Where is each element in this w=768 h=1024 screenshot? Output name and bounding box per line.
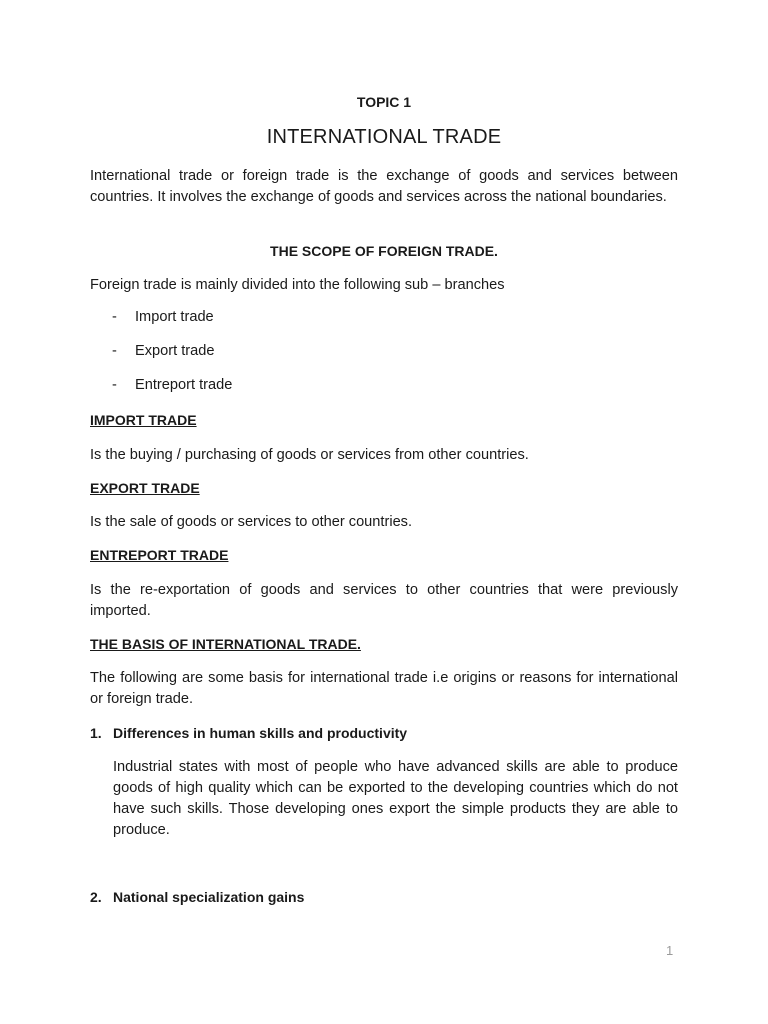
item-paragraph: Industrial states with most of people who have advanced skills are able to produce goods of high quality which can be exported to the developing countries which do not have such skills. Those developing ones export the simple products they are able to produce. (113, 759, 678, 838)
item-number: 1. (90, 725, 102, 741)
page-number: 1 (666, 943, 674, 958)
list-item-label: Entreport trade (135, 377, 233, 393)
import-paragraph: Is the buying / purchasing of goods or services from other countries. (90, 447, 529, 463)
list-item (112, 309, 214, 325)
list-item-label: Import trade (135, 309, 214, 325)
import-heading: IMPORT TRADE (90, 412, 197, 428)
item-title: National specialization gains (113, 889, 305, 905)
document-title: INTERNATIONAL TRADE (266, 126, 502, 148)
item-number: 2. (90, 889, 102, 905)
item-title: Differences in human skills and productivity (113, 725, 408, 741)
scope-heading: THE SCOPE OF FOREIGN TRADE. (270, 243, 498, 259)
numbered-item-heading (90, 889, 304, 905)
basis-intro-paragraph: The following are some basis for international trade i.e origins or reasons for international or foreign trade. (90, 670, 678, 707)
scope-intro-paragraph: Foreign trade is mainly divided into the following sub – branches (90, 277, 505, 293)
numbered-item-heading (90, 725, 407, 741)
list-item-label: Export trade (135, 343, 215, 359)
bullet-dash: - (112, 309, 117, 325)
list-item (112, 343, 215, 359)
entreport-paragraph: Is the re-exportation of goods and services to other countries that were previously imported. (90, 582, 678, 619)
list-item (112, 377, 232, 393)
topic-label: TOPIC 1 (356, 94, 412, 110)
bullet-dash: - (112, 377, 117, 393)
intro-paragraph: International trade or foreign trade is the exchange of goods and services between countries. It involves the exchange of goods and services across the national boundaries. (90, 168, 678, 205)
export-paragraph: Is the sale of goods or services to other countries. (90, 514, 413, 530)
basis-heading: THE BASIS OF INTERNATIONAL TRADE. (90, 636, 361, 652)
bullet-dash: - (112, 343, 117, 359)
export-heading: EXPORT TRADE (90, 480, 200, 496)
entreport-heading: ENTREPORT TRADE (90, 547, 229, 563)
